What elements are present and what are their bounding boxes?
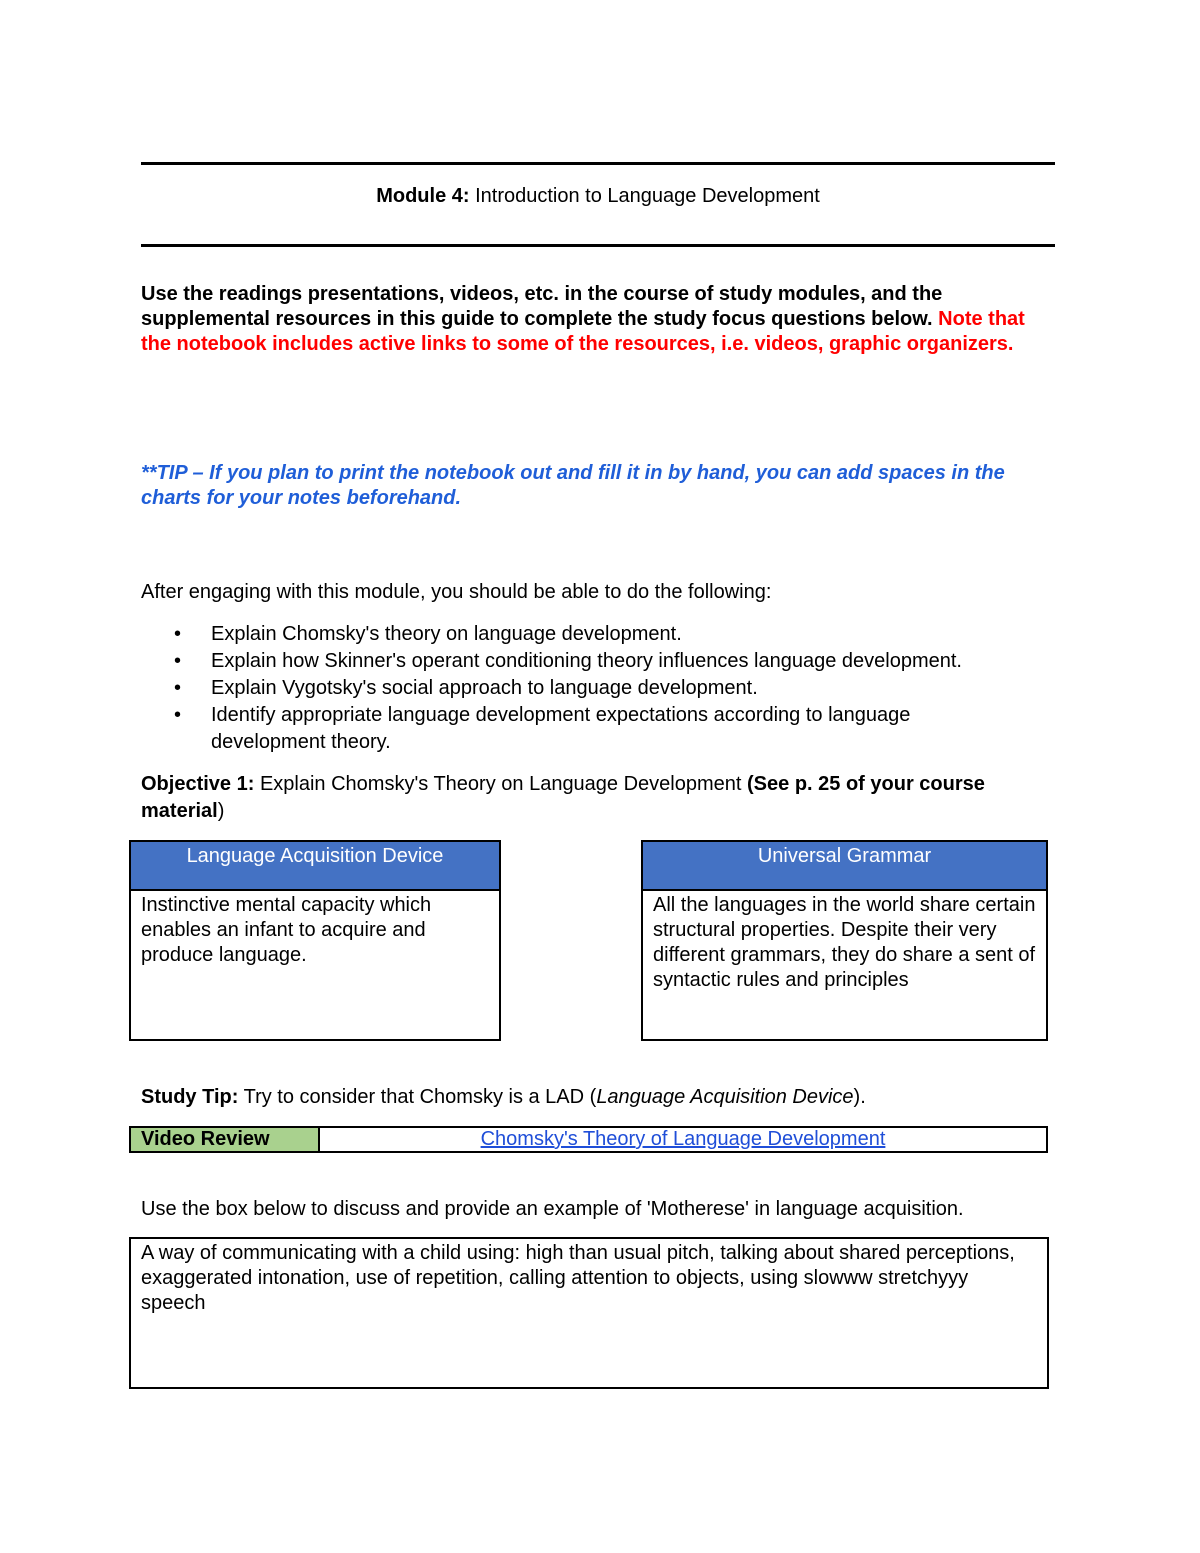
motherese-answer-box[interactable]: A way of communicating with a child using: high than usual pitch, talking about shared perceptions, exaggerated intonation, use of repetition, calling attention to objects, using slowww stretchyyy speech [129, 1237, 1049, 1389]
list-item: • Explain Vygotsky's social approach to language development. [141, 675, 1055, 702]
module-heading [141, 185, 1055, 208]
video-review-link[interactable]: Chomsky's Theory of Language Development [480, 1128, 886, 1150]
card-universal-grammar [641, 840, 1048, 1041]
card-heading: Language Acquisition Device [131, 842, 499, 891]
study-tip: Study Tip: Try to consider that Chomsky is a LAD (Language Acquisition Device). [141, 1086, 866, 1108]
list-item: • Identify appropriate language development expectations according to language development theory. [174, 704, 911, 753]
instructions-bold: Use the readings presentations, videos, etc. in the course of study modules, and the supplemental resources in this guide to complete the study focus questions below. [141, 283, 943, 330]
card-language-acquisition-device [129, 840, 501, 1041]
instructions-paragraph [141, 282, 1055, 357]
intro-text: After engaging with this module, you should be able to do the following: [141, 581, 772, 603]
bullet-icon: • [174, 623, 182, 645]
objectives-list [141, 621, 1055, 756]
video-review-row [129, 1126, 1048, 1153]
bullet-icon: • [174, 677, 182, 699]
card-body: All the languages in the world share certain structural properties. Despite their very different grammars, they do share a sent of syntactic rules and principles [653, 894, 1036, 991]
list-item: • Explain how Skinner's operant conditioning theory influences language development. [141, 648, 1055, 675]
video-review-label: Video Review [131, 1128, 320, 1151]
bullet-icon: • [174, 704, 182, 726]
bullet-icon: • [174, 650, 182, 672]
tip-paragraph: **TIP – If you plan to print the notebook out and fill it in by hand, you can add spaces in the charts for your notes beforehand. [141, 462, 1005, 509]
module-label: Module 4: [376, 185, 470, 207]
objective1-heading: Objective 1: Explain Chomsky's Theory on Language Development (See p. 25 of your course material) [141, 773, 985, 822]
instructions-note: Note that the notebook includes active links to some of the resources, i.e. videos, graphic organizers. [141, 308, 1025, 355]
card-heading: Universal Grammar [643, 842, 1046, 891]
card-body: Instinctive mental capacity which enables an infant to acquire and produce language. [141, 894, 432, 966]
top-rule [141, 162, 1055, 165]
motherese-prompt: Use the box below to discuss and provide an example of 'Motherese' in language acquisition. [141, 1198, 964, 1220]
module-title: Introduction to Language Development [469, 185, 820, 207]
list-item: • Explain Chomsky's theory on language development. [141, 621, 1055, 648]
second-rule [141, 244, 1055, 247]
